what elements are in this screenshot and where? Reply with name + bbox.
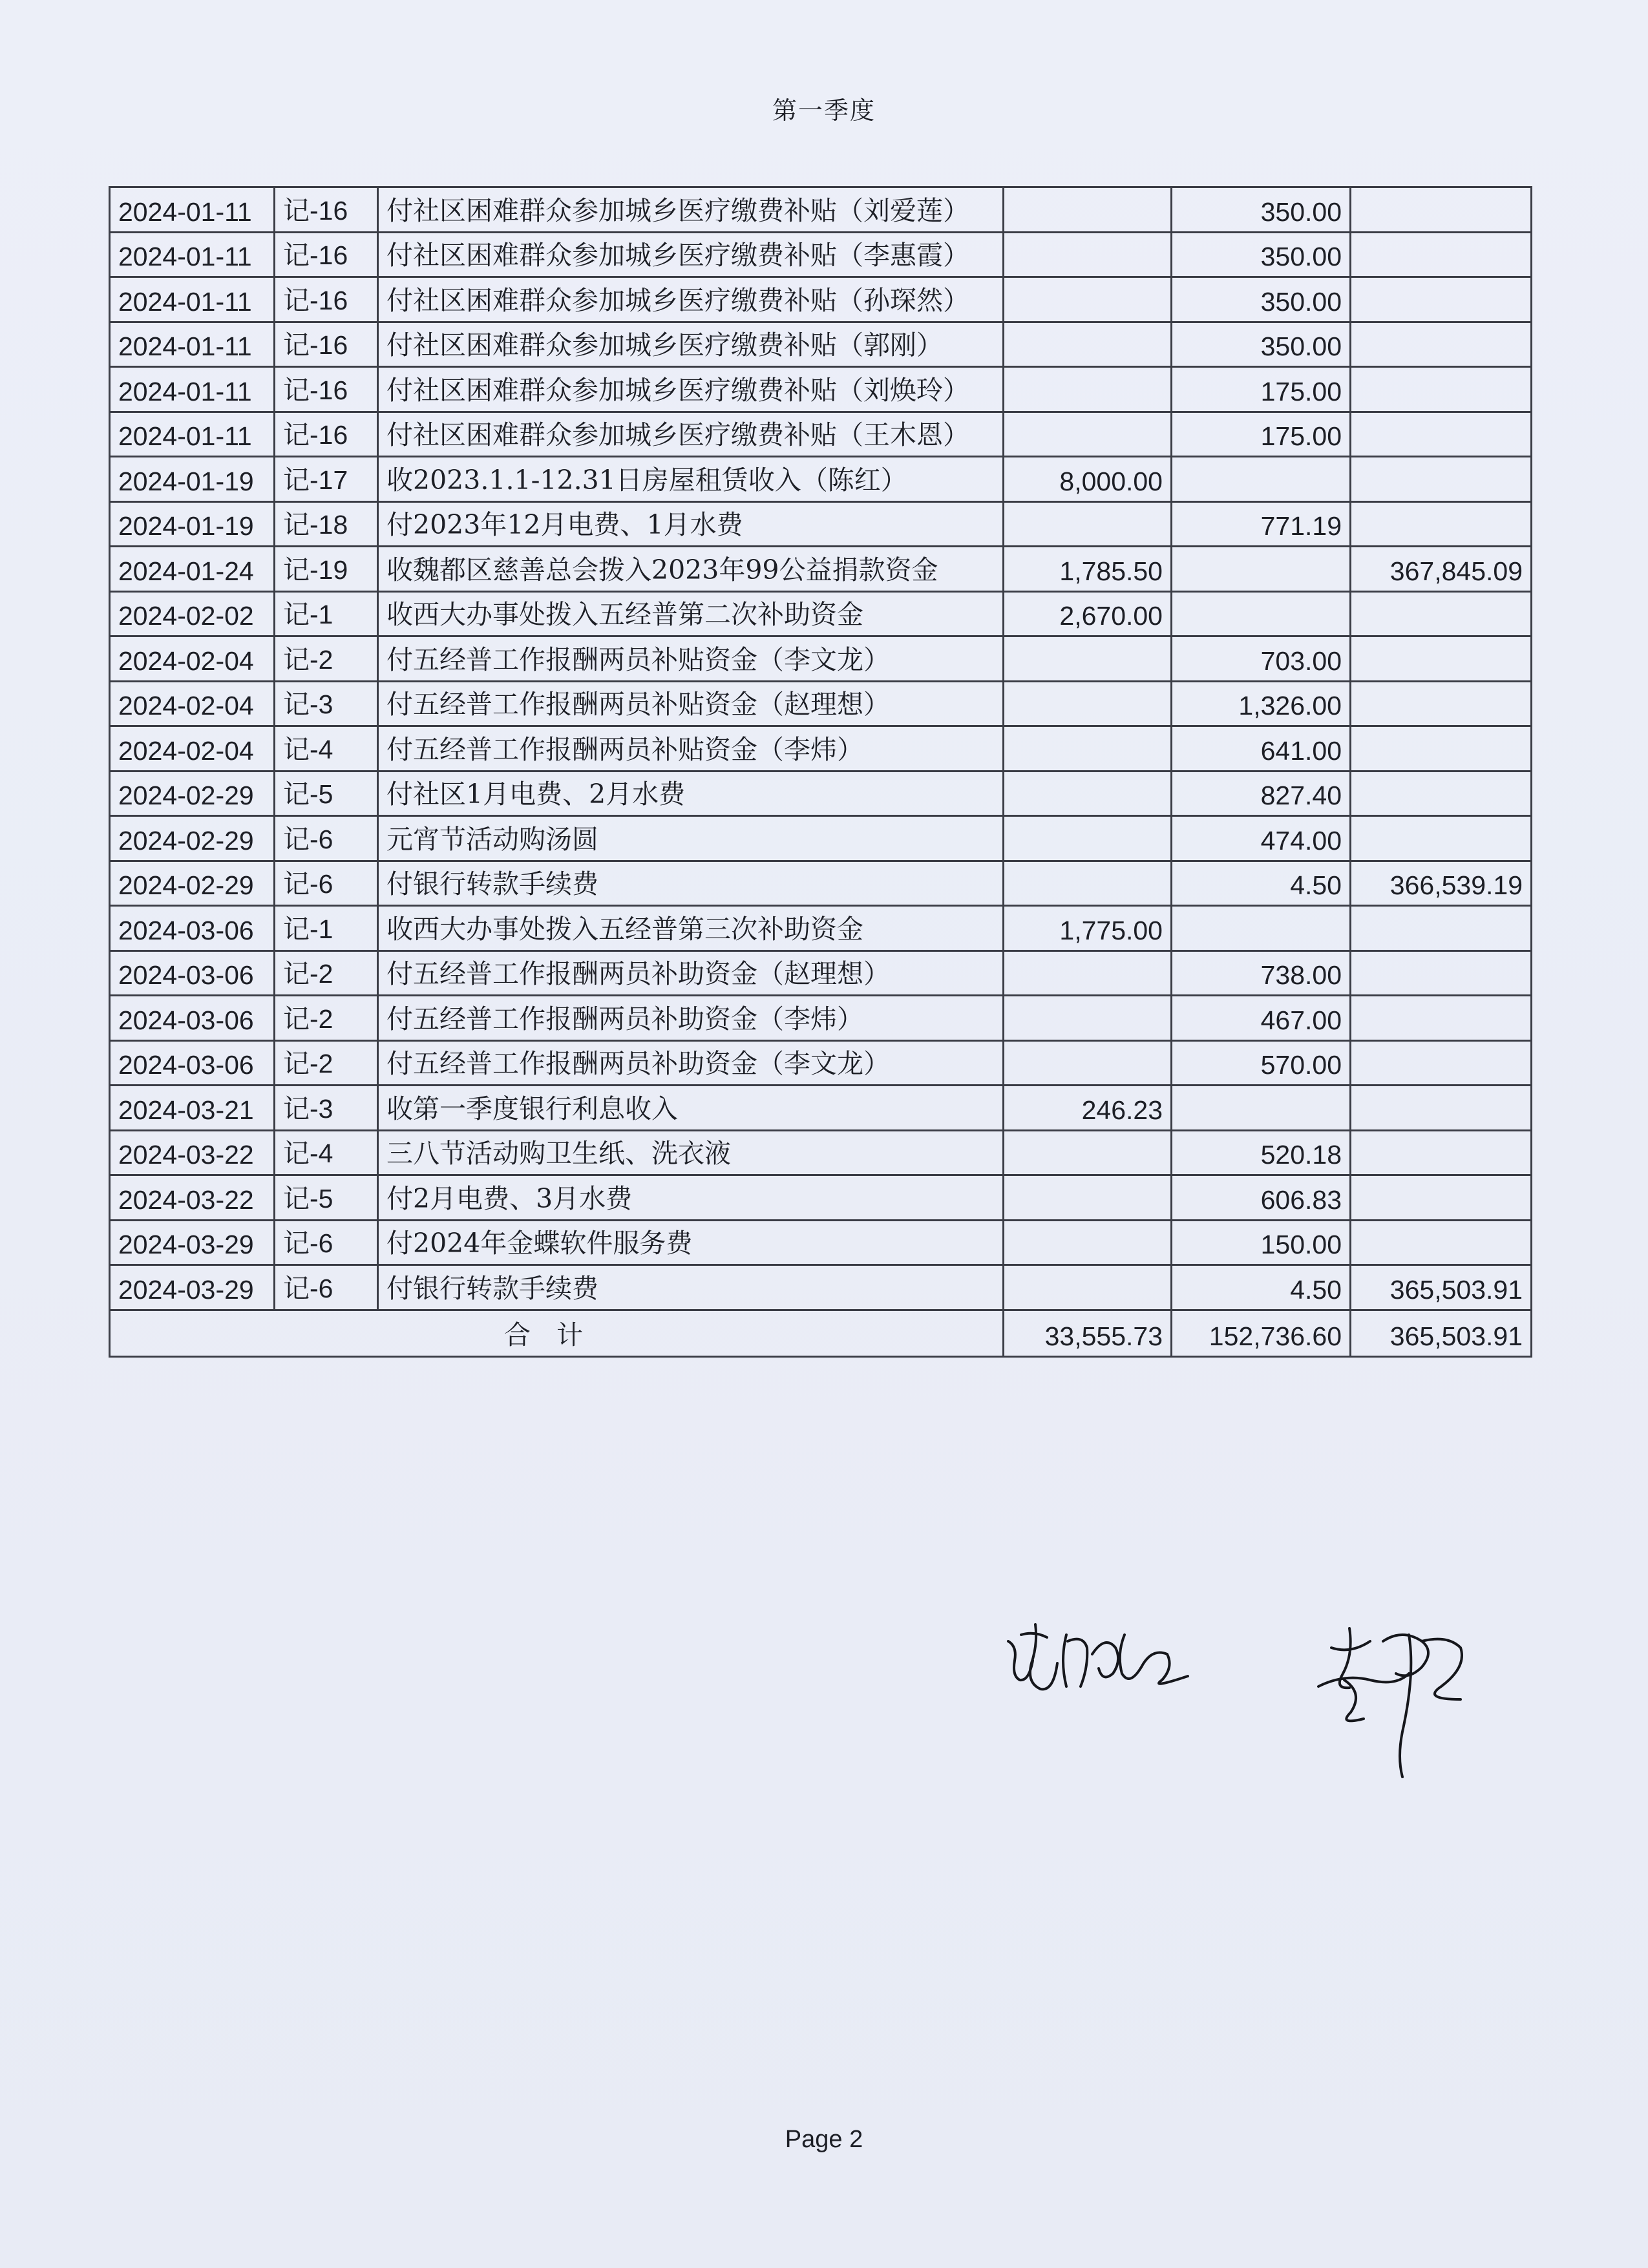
cell-expense: 150.00: [1172, 1220, 1351, 1265]
cell-income: [1004, 322, 1172, 367]
cell-date: 2024-02-02: [110, 591, 275, 636]
cell-date: 2024-01-11: [110, 367, 275, 412]
cell-balance: [1351, 1175, 1532, 1221]
cell-description: 付五经普工作报酬两员补助资金（李炜）: [378, 996, 1004, 1041]
cell-income: [1004, 412, 1172, 457]
table-row: [110, 412, 1532, 457]
cell-description: 付五经普工作报酬两员补助资金（赵理想）: [378, 950, 1004, 996]
cell-voucher: 记-2: [275, 950, 378, 996]
cell-date: 2024-03-22: [110, 1175, 275, 1221]
cell-balance: 365,503.91: [1351, 1265, 1532, 1310]
total-balance: 365,503.91: [1351, 1310, 1532, 1356]
cell-income: [1004, 1175, 1172, 1221]
cell-income: [1004, 232, 1172, 277]
signature-2: [1318, 1628, 1462, 1777]
cell-date: 2024-03-06: [110, 906, 275, 951]
cell-balance: [1351, 726, 1532, 772]
cell-balance: [1351, 996, 1532, 1041]
cell-voucher: 记-2: [275, 996, 378, 1041]
total-row: [110, 1310, 1532, 1356]
cell-income: 8,000.00: [1004, 457, 1172, 502]
cell-expense: 350.00: [1172, 322, 1351, 367]
cell-voucher: 记-6: [275, 861, 378, 906]
cell-income: [1004, 1265, 1172, 1310]
table-row: [110, 636, 1532, 682]
cell-date: 2024-02-04: [110, 636, 275, 682]
cell-income: 1,785.50: [1004, 547, 1172, 592]
cell-income: 246.23: [1004, 1086, 1172, 1131]
cell-voucher: 记-6: [275, 1265, 378, 1310]
cell-date: 2024-03-06: [110, 950, 275, 996]
cell-balance: [1351, 681, 1532, 726]
table-row: [110, 1130, 1532, 1175]
table-row: [110, 1086, 1532, 1131]
cell-expense: 606.83: [1172, 1175, 1351, 1221]
cell-description: 元宵节活动购汤圆: [378, 816, 1004, 861]
cell-expense: [1172, 591, 1351, 636]
cell-income: [1004, 187, 1172, 233]
cell-date: 2024-01-11: [110, 412, 275, 457]
cell-date: 2024-03-06: [110, 1040, 275, 1086]
cell-balance: 366,539.19: [1351, 861, 1532, 906]
cell-voucher: 记-16: [275, 232, 378, 277]
table-row: [110, 726, 1532, 772]
cell-expense: 703.00: [1172, 636, 1351, 682]
cell-income: [1004, 1130, 1172, 1175]
table-row: [110, 906, 1532, 951]
cell-description: 收西大办事处拨入五经普第二次补助资金: [378, 591, 1004, 636]
cell-date: 2024-02-29: [110, 816, 275, 861]
cell-date: 2024-01-24: [110, 547, 275, 592]
cell-description: 付2023年12月电费、1月水费: [378, 501, 1004, 547]
cell-date: 2024-02-29: [110, 771, 275, 816]
cell-voucher: 记-1: [275, 906, 378, 951]
cell-balance: [1351, 501, 1532, 547]
cell-balance: [1351, 1220, 1532, 1265]
table-row: [110, 861, 1532, 906]
cell-balance: [1351, 1130, 1532, 1175]
cell-balance: [1351, 187, 1532, 233]
total-expense: 152,736.60: [1172, 1310, 1351, 1356]
cell-expense: [1172, 457, 1351, 502]
cell-description: 付五经普工作报酬两员补贴资金（李文龙）: [378, 636, 1004, 682]
cell-expense: 474.00: [1172, 816, 1351, 861]
table-row: [110, 1265, 1532, 1310]
cell-balance: 367,845.09: [1351, 547, 1532, 592]
cell-date: 2024-03-29: [110, 1220, 275, 1265]
cell-voucher: 记-4: [275, 726, 378, 772]
cell-balance: [1351, 816, 1532, 861]
cell-date: 2024-03-06: [110, 996, 275, 1041]
cell-income: 2,670.00: [1004, 591, 1172, 636]
cell-balance: [1351, 1086, 1532, 1131]
cell-balance: [1351, 412, 1532, 457]
cell-income: [1004, 996, 1172, 1041]
table-row: [110, 501, 1532, 547]
table-row: [110, 591, 1532, 636]
cell-voucher: 记-4: [275, 1130, 378, 1175]
cell-voucher: 记-3: [275, 1086, 378, 1131]
cell-income: [1004, 636, 1172, 682]
cell-description: 付五经普工作报酬两员补贴资金（李炜）: [378, 726, 1004, 772]
cell-description: 收2023.1.1-12.31日房屋租赁收入（陈红）: [378, 457, 1004, 502]
table-row: [110, 457, 1532, 502]
cell-expense: 520.18: [1172, 1130, 1351, 1175]
cell-income: 1,775.00: [1004, 906, 1172, 951]
cell-date: 2024-02-29: [110, 861, 275, 906]
cell-expense: [1172, 547, 1351, 592]
table-row: [110, 996, 1532, 1041]
table-row: [110, 681, 1532, 726]
cell-date: 2024-01-11: [110, 322, 275, 367]
cell-expense: 641.00: [1172, 726, 1351, 772]
cell-balance: [1351, 232, 1532, 277]
cell-description: 收西大办事处拨入五经普第三次补助资金: [378, 906, 1004, 951]
cell-date: 2024-03-21: [110, 1086, 275, 1131]
cell-income: [1004, 726, 1172, 772]
cell-balance: [1351, 367, 1532, 412]
cell-description: 付五经普工作报酬两员补助资金（李文龙）: [378, 1040, 1004, 1086]
cell-income: [1004, 277, 1172, 322]
table-row: [110, 1040, 1532, 1086]
cell-description: 收第一季度银行利息收入: [378, 1086, 1004, 1131]
cell-expense: 175.00: [1172, 412, 1351, 457]
page-title: 第一季度: [772, 96, 876, 125]
cell-description: 付社区困难群众参加城乡医疗缴费补贴（刘焕玲）: [378, 367, 1004, 412]
cell-expense: 175.00: [1172, 367, 1351, 412]
cell-description: 付社区困难群众参加城乡医疗缴费补贴（李惠霞）: [378, 232, 1004, 277]
table-row: [110, 277, 1532, 322]
cell-date: 2024-01-19: [110, 501, 275, 547]
cell-voucher: 记-2: [275, 636, 378, 682]
cell-income: [1004, 771, 1172, 816]
table-row: [110, 950, 1532, 996]
cell-voucher: 记-17: [275, 457, 378, 502]
ledger-table: [109, 186, 1532, 1358]
cell-voucher: 记-5: [275, 1175, 378, 1221]
cell-voucher: 记-1: [275, 591, 378, 636]
cell-expense: 350.00: [1172, 187, 1351, 233]
cell-date: 2024-02-04: [110, 726, 275, 772]
cell-voucher: 记-16: [275, 277, 378, 322]
cell-description: 收魏都区慈善总会拨入2023年99公益捐款资金: [378, 547, 1004, 592]
cell-voucher: 记-2: [275, 1040, 378, 1086]
cell-date: 2024-01-11: [110, 277, 275, 322]
cell-description: 付2月电费、3月水费: [378, 1175, 1004, 1221]
cell-balance: [1351, 322, 1532, 367]
cell-voucher: 记-5: [275, 771, 378, 816]
cell-voucher: 记-18: [275, 501, 378, 547]
cell-voucher: 记-16: [275, 322, 378, 367]
cell-balance: [1351, 457, 1532, 502]
cell-expense: 467.00: [1172, 996, 1351, 1041]
cell-voucher: 记-19: [275, 547, 378, 592]
page-number: Page 2: [785, 2126, 863, 2153]
total-income: 33,555.73: [1004, 1310, 1172, 1356]
cell-voucher: 记-6: [275, 1220, 378, 1265]
total-label: 合计: [110, 1310, 1004, 1356]
cell-voucher: 记-16: [275, 367, 378, 412]
cell-income: [1004, 367, 1172, 412]
cell-income: [1004, 816, 1172, 861]
cell-date: 2024-01-19: [110, 457, 275, 502]
cell-voucher: 记-3: [275, 681, 378, 726]
cell-expense: 4.50: [1172, 1265, 1351, 1310]
cell-balance: [1351, 950, 1532, 996]
cell-expense: 570.00: [1172, 1040, 1351, 1086]
cell-expense: [1172, 906, 1351, 951]
cell-balance: [1351, 1040, 1532, 1086]
cell-voucher: 记-16: [275, 187, 378, 233]
cell-description: 付银行转款手续费: [378, 1265, 1004, 1310]
cell-description: 付社区困难群众参加城乡医疗缴费补贴（王木恩）: [378, 412, 1004, 457]
cell-description: 付2024年金蝶软件服务费: [378, 1220, 1004, 1265]
cell-income: [1004, 1040, 1172, 1086]
cell-expense: 350.00: [1172, 232, 1351, 277]
cell-income: [1004, 501, 1172, 547]
cell-income: [1004, 861, 1172, 906]
table-row: [110, 1220, 1532, 1265]
cell-balance: [1351, 277, 1532, 322]
cell-description: 付社区困难群众参加城乡医疗缴费补贴（郭刚）: [378, 322, 1004, 367]
signatures: [995, 1615, 1512, 1809]
cell-income: [1004, 1220, 1172, 1265]
table-row: [110, 232, 1532, 277]
cell-expense: 771.19: [1172, 501, 1351, 547]
cell-date: 2024-01-11: [110, 232, 275, 277]
cell-date: 2024-03-22: [110, 1130, 275, 1175]
table-row: [110, 187, 1532, 233]
cell-description: 付银行转款手续费: [378, 861, 1004, 906]
cell-expense: 827.40: [1172, 771, 1351, 816]
cell-date: 2024-02-04: [110, 681, 275, 726]
table-row: [110, 771, 1532, 816]
cell-voucher: 记-16: [275, 412, 378, 457]
signature-1: [1008, 1624, 1188, 1689]
table-row: [110, 1175, 1532, 1221]
cell-description: 付五经普工作报酬两员补贴资金（赵理想）: [378, 681, 1004, 726]
cell-date: 2024-03-29: [110, 1265, 275, 1310]
cell-income: [1004, 681, 1172, 726]
cell-expense: 1,326.00: [1172, 681, 1351, 726]
cell-description: 付社区困难群众参加城乡医疗缴费补贴（刘爱莲）: [378, 187, 1004, 233]
cell-date: 2024-01-11: [110, 187, 275, 233]
cell-balance: [1351, 771, 1532, 816]
cell-balance: [1351, 636, 1532, 682]
cell-expense: 350.00: [1172, 277, 1351, 322]
cell-expense: 738.00: [1172, 950, 1351, 996]
cell-description: 付社区1月电费、2月水费: [378, 771, 1004, 816]
cell-description: 三八节活动购卫生纸、洗衣液: [378, 1130, 1004, 1175]
table-row: [110, 367, 1532, 412]
cell-balance: [1351, 906, 1532, 951]
cell-income: [1004, 950, 1172, 996]
ledger-body: [110, 187, 1532, 1357]
cell-expense: 4.50: [1172, 861, 1351, 906]
table-row: [110, 547, 1532, 592]
table-row: [110, 816, 1532, 861]
cell-balance: [1351, 591, 1532, 636]
cell-voucher: 记-6: [275, 816, 378, 861]
cell-expense: [1172, 1086, 1351, 1131]
table-row: [110, 322, 1532, 367]
cell-description: 付社区困难群众参加城乡医疗缴费补贴（孙琛然）: [378, 277, 1004, 322]
